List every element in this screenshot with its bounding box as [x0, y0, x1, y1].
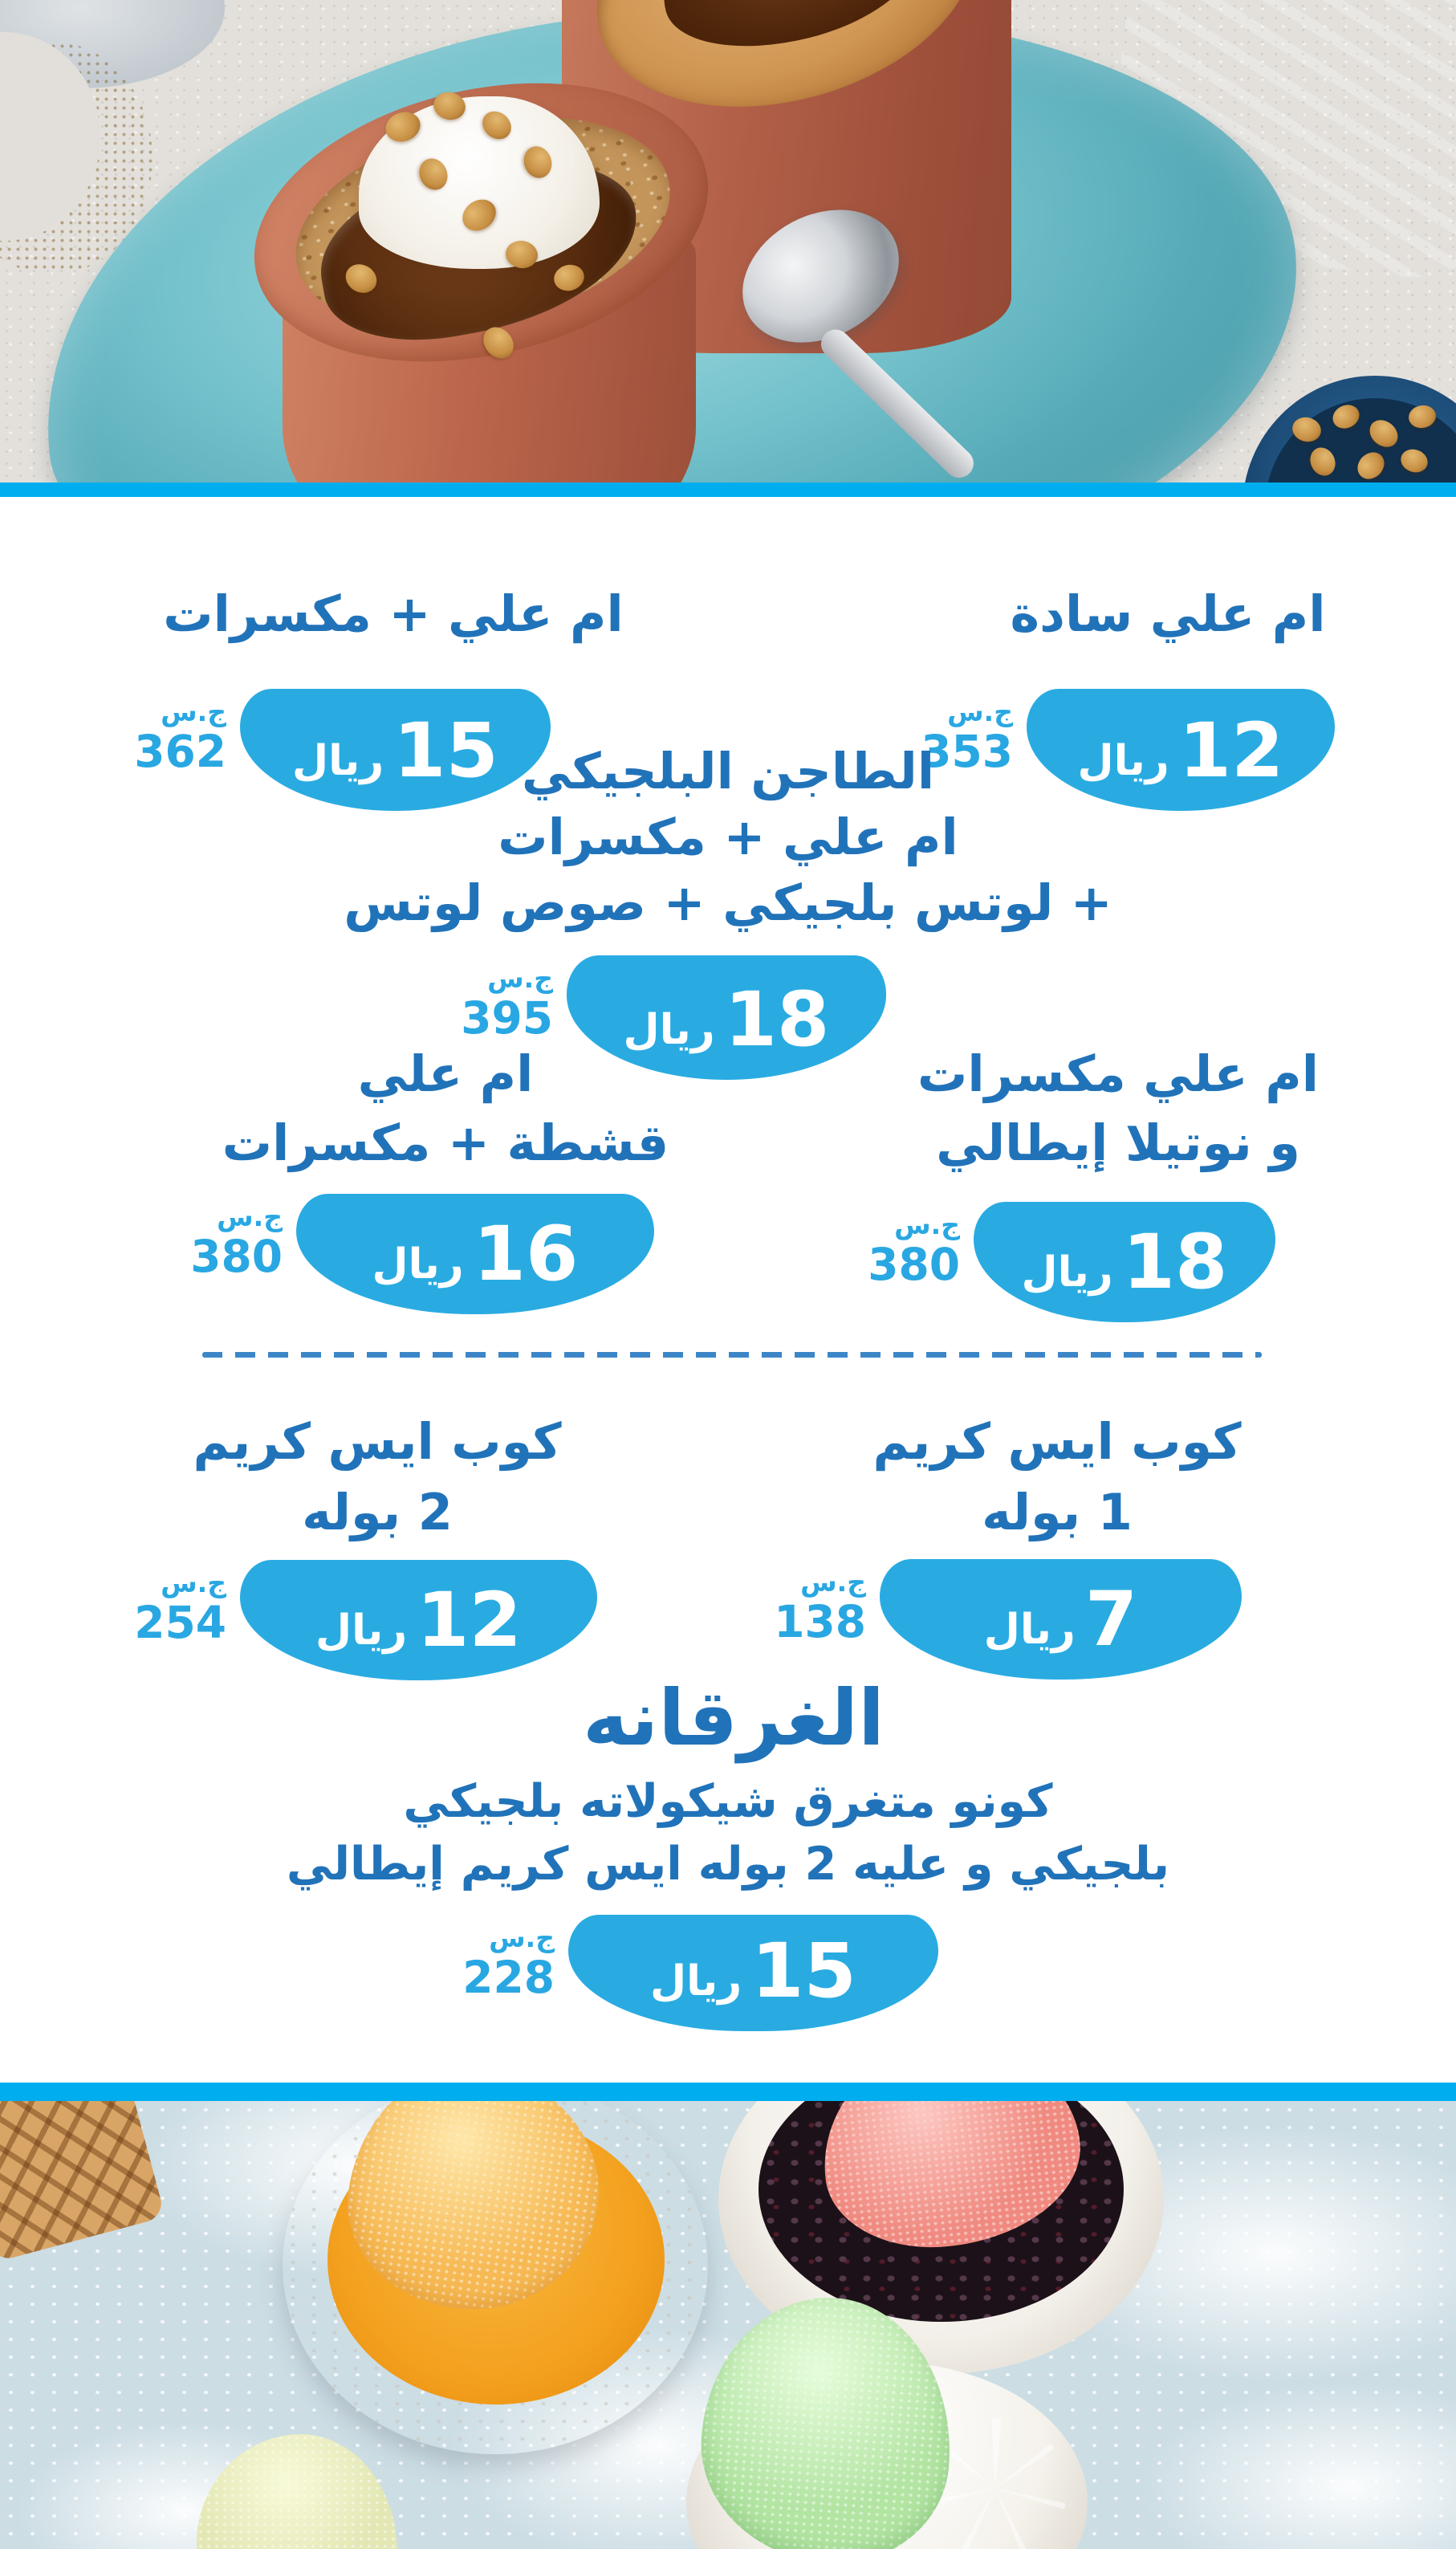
price-sdg-om-ali-nutella [840, 1210, 960, 1289]
sdg-price-value: 228 [462, 1951, 555, 2003]
title-line: كوب ايس كريم [193, 1412, 562, 1471]
bottom-photo-ice-cream [0, 2101, 1456, 2549]
price-riyal-value: 15 [393, 706, 498, 795]
price-riyal-unit: ريال [372, 1240, 464, 1289]
sdg-price-value: 353 [921, 725, 1013, 777]
title-line: + لوتس بلجيكي + صوص لوتس [344, 873, 1112, 932]
desc-line: كونو متغرق شيكولاته بلجيكي [403, 1775, 1053, 1828]
terracotta-pot-front [250, 90, 732, 483]
price-riyal-value: 12 [1178, 706, 1284, 795]
price-riyal-value: 15 [751, 1927, 856, 2015]
title-line: ام علي + مكسرات [163, 584, 624, 643]
bottom-divider-bar [0, 2083, 1456, 2101]
sdg-currency-label: ج.س [487, 963, 553, 994]
price-badge-om-ali-cream [296, 1194, 654, 1314]
title-line: كوب ايس كريم [872, 1412, 1242, 1471]
sdg-price-value: 380 [868, 1238, 960, 1290]
item-title-om-ali-plain [923, 580, 1413, 649]
title-line: و نوتيلا إيطالي [936, 1114, 1300, 1172]
price-badge-gharqana [568, 1915, 938, 2031]
price-riyal-unit: ريال [650, 1957, 742, 2005]
dashed-divider [202, 1352, 1262, 1358]
item-desc-gharqana [126, 1770, 1330, 1895]
desc-line: بلجيكي و عليه 2 بوله ايس كريم إيطالي [286, 1838, 1170, 1891]
price-riyal-unit: ريال [292, 737, 384, 785]
waffle-cone [0, 2101, 165, 2262]
price-sdg-gharqana [434, 1923, 555, 2001]
item-title-ice-cream-1 [816, 1407, 1298, 1548]
sdg-currency-label: ج.س [217, 1201, 283, 1232]
title-line: ام علي + مكسرات [498, 808, 958, 866]
top-photo-om-ali [0, 0, 1456, 483]
item-title-gharqana [327, 1674, 1141, 1762]
light-patch [1140, 2382, 1456, 2549]
price-sdg-om-ali-nuts [106, 697, 226, 776]
sdg-price-value: 380 [190, 1230, 283, 1282]
price-riyal-value: 18 [1122, 1218, 1228, 1306]
price-riyal-unit: ريال [623, 1006, 715, 1054]
price-sdg-om-ali-cream [162, 1202, 283, 1281]
sdg-currency-label: ج.س [800, 1566, 866, 1598]
price-riyal-value: 7 [1084, 1575, 1138, 1663]
title-line: ام علي [357, 1044, 534, 1103]
sdg-price-value: 138 [774, 1595, 866, 1647]
title-line: 1 بوله [982, 1483, 1133, 1541]
sdg-currency-label: ج.س [161, 696, 226, 727]
price-riyal-unit: ريال [983, 1606, 1076, 1654]
price-riyal-value: 16 [473, 1210, 579, 1298]
item-title-om-ali-nuts [148, 580, 638, 649]
sdg-price-value: 395 [461, 992, 553, 1044]
title-line: ام علي سادة [1010, 584, 1326, 643]
sdg-currency-label: ج.س [489, 1922, 555, 1953]
price-riyal-unit: ريال [1077, 737, 1169, 785]
price-riyal-value: 12 [417, 1576, 522, 1664]
price-sdg-belgian-tagine [433, 963, 553, 1042]
price-sdg-ice-cream-2 [106, 1568, 226, 1647]
title-line: 2 بوله [302, 1483, 453, 1541]
top-divider-bar [0, 483, 1456, 497]
sdg-price-value: 254 [134, 1596, 226, 1648]
price-sdg-ice-cream-1 [746, 1567, 866, 1646]
title-line: الغرقانه [582, 1673, 885, 1763]
item-title-om-ali-cream [201, 1040, 690, 1178]
price-riyal-value: 18 [724, 975, 830, 1064]
price-riyal-unit: ريال [315, 1606, 408, 1655]
price-badge-ice-cream-1 [880, 1559, 1242, 1680]
title-line: الطاجن البلجيكي [521, 742, 935, 800]
sdg-currency-label: ج.س [947, 696, 1013, 727]
sdg-currency-label: ج.س [161, 1567, 226, 1598]
sdg-currency-label: ج.س [894, 1209, 960, 1240]
item-title-ice-cream-2 [136, 1407, 618, 1548]
title-line: ام علي مكسرات [917, 1044, 1319, 1103]
sdg-price-value: 362 [134, 725, 226, 777]
title-line: قشطة + مكسرات [222, 1114, 669, 1172]
price-badge-ice-cream-2 [240, 1560, 597, 1680]
price-riyal-unit: ريال [1021, 1248, 1113, 1297]
price-badge-om-ali-nutella [974, 1202, 1275, 1322]
item-title-belgian-tagine [287, 739, 1169, 936]
item-title-om-ali-nutella [873, 1040, 1363, 1178]
